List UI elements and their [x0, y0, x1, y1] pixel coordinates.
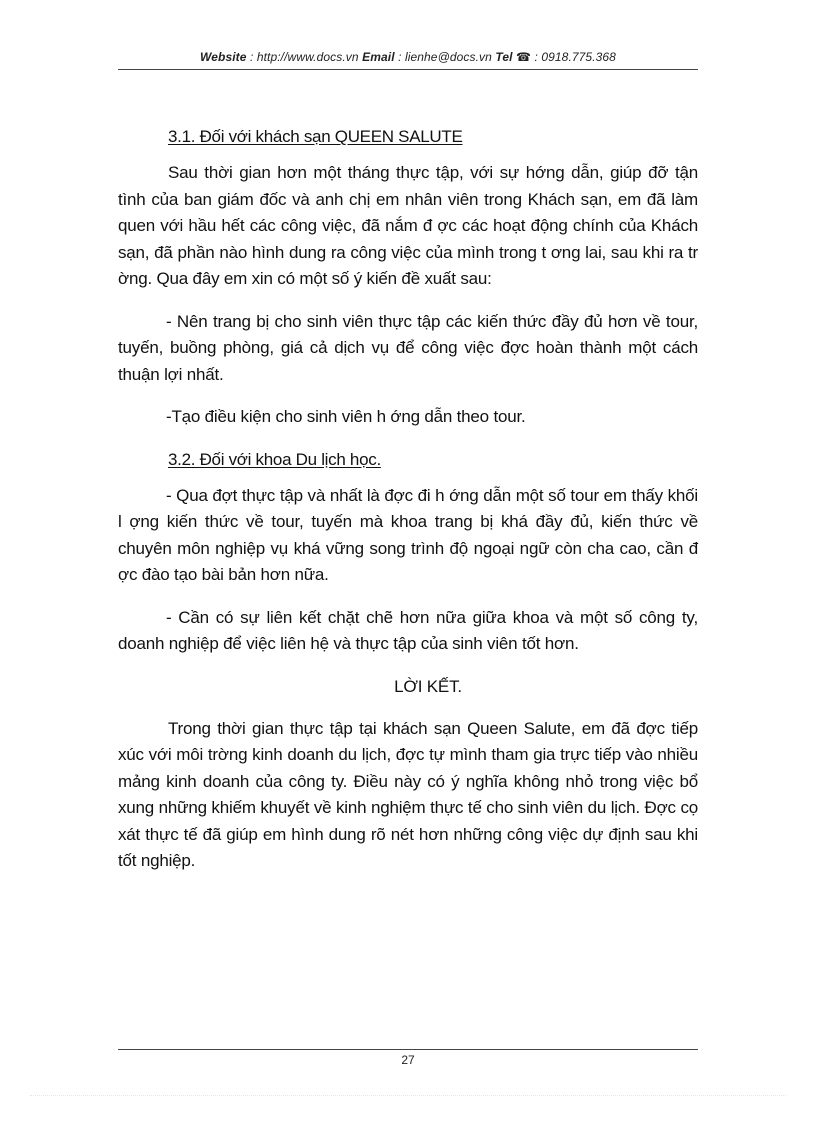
footer-divider	[118, 1049, 698, 1050]
paragraph-faculty-knowledge: - Qua đợt thực tập và nhất là đợc đi h ớng dẫn một số tour em thấy khối l ợng kiến thức về tour, tuyến mà khoa trang bị khá đầy đủ, kiến thức về chuyên môn nghiệp vụ khá vững song trình độ ngoại ngữ còn cha cao, cần đ ợc đào tạo bài bản hơn nữa.	[118, 485, 698, 584]
email-label: Email	[362, 50, 395, 64]
document-body	[118, 124, 698, 891]
paragraph-suggestion-knowledge: - Nên trang bị cho sinh viên thực tập các kiến thức đầy đủ hơn về tour, tuyến, buồng phòng, giá cả dịch vụ để công việc đợc hoàn thành một cách thuận lợi nhất.	[118, 311, 698, 384]
section-heading-faculty: 3.2. Đối với khoa Du lịch học.	[168, 449, 381, 469]
section-heading-hotel: 3.1. Đối với khách sạn QUEEN SALUTE	[168, 127, 463, 146]
phone-icon: ☎	[515, 50, 532, 64]
email-value: : lienhe@docs.vn	[394, 50, 496, 64]
page-number: 27	[401, 1053, 415, 1067]
website-value: : http://www.docs.vn	[246, 50, 363, 64]
tel-label: Tel	[495, 50, 513, 64]
paragraph-faculty-cooperation: - Cần có sự liên kết chặt chẽ hơn nữa giữa khoa và một số công ty, doanh nghiệp để việc liên hệ và thực tập của sinh viên tốt hơn.	[118, 607, 698, 653]
paragraph-internship-summary: Sau thời gian hơn một tháng thực tập, với sự hớng dẫn, giúp đỡ tận tình của ban giám đốc và anh chị em nhân viên trong Khách sạn, em đã làm quen với hầu hết các công việc, đã nắm đ ợc các hoạt động chính của Khách sạn, đã phần nào hình dung ra công việc của mình trong t ơng lai, sau khi ra tr ờng. Qua đây em xin có một số ý kiến đề xuất sau:	[118, 163, 698, 288]
paragraph-closing: Trong thời gian thực tập tại khách sạn Queen Salute, em đã đợc tiếp xúc với môi trờng kinh doanh du lịch, đợc tự mình tham gia trực tiếp vào nhiều mảng kinh doanh của công ty. Điều này có ý nghĩa không nhỏ trong việc bổ xung những khiếm khuyết về kinh nghiệm thực tế cho sinh viên du lịch. Đợc cọ xát thực tế đã giúp em hình dung rõ nét hơn những công việc dự định sau khi tốt nghiệp.	[118, 718, 698, 870]
paragraph-suggestion-tour: -Tạo điều kiện cho sinh viên h ớng dẫn theo tour.	[166, 407, 526, 426]
tel-value: : 0918.775.368	[531, 50, 616, 64]
header-divider	[118, 69, 698, 70]
closing-title: LỜI KẾT.	[394, 676, 462, 696]
website-label: Website	[200, 50, 247, 64]
page-header	[118, 50, 698, 64]
page-bottom-dotted-line	[30, 1095, 786, 1096]
